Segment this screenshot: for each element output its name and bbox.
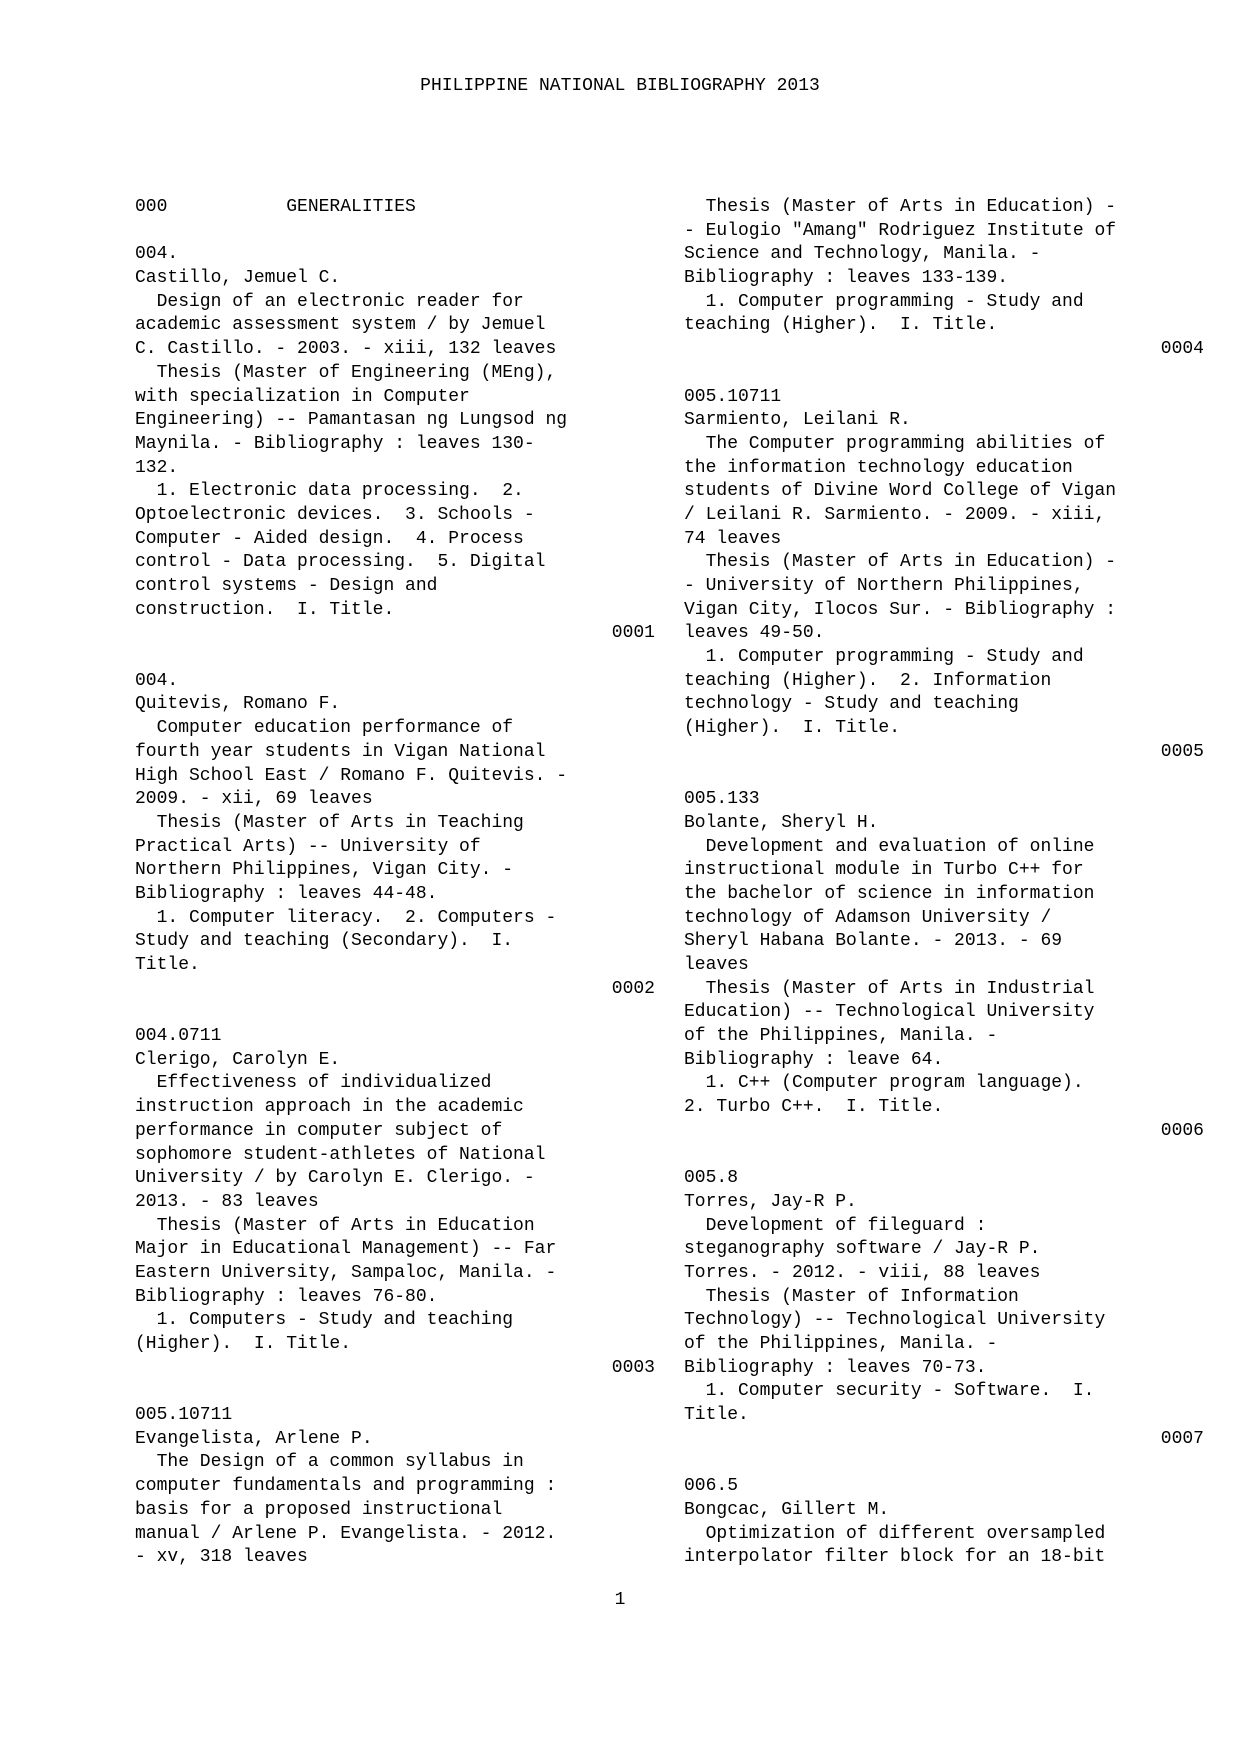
text-line: Evangelista, Arlene P.	[135, 1428, 373, 1449]
text-line: 1. Electronic data processing. 2.	[135, 481, 524, 502]
text-line: 74 leaves	[684, 528, 782, 549]
text-line: Thesis (Master of Arts in Industrial	[684, 978, 1095, 999]
text-line: Bongcac, Gillert M.	[684, 1499, 890, 1520]
text-line	[135, 1001, 655, 1025]
text-line: 005.133	[684, 789, 760, 810]
right-column	[684, 196, 1204, 1570]
text-line: Development of fileguard :	[684, 1215, 987, 1236]
entry-number: 0002	[611, 978, 655, 999]
text-line: Bibliography : leaves 133-139.	[684, 268, 1009, 289]
text-line: leaves	[684, 955, 749, 975]
text-line: Technology) -- Technological University	[684, 1310, 1106, 1331]
entry-number: 0004	[1160, 339, 1204, 360]
text-line: - xv, 318 leaves	[135, 1547, 308, 1568]
text-line: The Design of a common syllabus in	[135, 1452, 524, 1473]
text-line	[135, 220, 655, 244]
text-line: Bibliography : leaves 76-80.	[135, 1286, 438, 1307]
text-line: Title.	[684, 1405, 749, 1426]
entry-number: 0001	[611, 623, 655, 644]
entry-number: 0007	[1160, 1428, 1204, 1449]
page-header: PHILIPPINE NATIONAL BIBLIOGRAPHY 2013	[420, 76, 820, 96]
entry-number: 0003	[611, 1357, 655, 1378]
text-line: technology - Study and teaching	[684, 694, 1019, 715]
text-line: of the Philippines, Manila. -	[684, 1026, 998, 1047]
text-line: 2009. - xii, 69 leaves	[135, 789, 373, 810]
text-line: (Higher). I. Title.	[135, 1334, 352, 1354]
text-line: University / by Carolyn E. Clerigo. -	[135, 1168, 535, 1189]
text-line: Engineering) -- Pamantasan ng Lungsod ng	[135, 410, 568, 431]
text-line: - Eulogio "Amang" Rodriguez Institute of	[684, 220, 1117, 241]
text-line: of the Philippines, Manila. -	[684, 1334, 998, 1354]
text-line: teaching (Higher). I. Title.	[684, 315, 998, 336]
text-line: (Higher). I. Title.	[684, 718, 901, 739]
text-line: Thesis (Master of Arts in Education) -	[684, 197, 1117, 217]
text-line: Thesis (Master of Arts in Education) -	[684, 552, 1117, 573]
text-line: Development and evaluation of online	[684, 836, 1095, 857]
text-line: Maynila. - Bibliography : leaves 130-	[135, 433, 535, 454]
text-line: C. Castillo. - 2003. - xiii, 132 leaves	[135, 339, 557, 360]
text-line: Title.	[135, 955, 200, 975]
text-line: Torres, Jay-R P.	[684, 1191, 857, 1212]
text-line: Castillo, Jemuel C.	[135, 268, 341, 289]
text-line	[684, 1451, 1204, 1475]
text-line: academic assessment system / by Jemuel	[135, 315, 546, 336]
entry-number: 0006	[1160, 1120, 1204, 1141]
text-line: manual / Arlene P. Evangelista. - 2012.	[135, 1523, 557, 1544]
text-line: Computer - Aided design. 4. Process	[135, 528, 524, 549]
text-line: Vigan City, Ilocos Sur. - Bibliography :	[684, 599, 1117, 620]
text-line: 004.0711	[135, 1026, 222, 1047]
text-line: Thesis (Master of Arts in Education	[135, 1215, 535, 1236]
text-line: Optimization of different oversampled	[684, 1523, 1106, 1544]
text-line: Study and teaching (Secondary). I.	[135, 931, 514, 952]
text-line	[135, 646, 655, 670]
text-line: 1. Computer programming - Study and	[684, 291, 1084, 312]
text-line: Bolante, Sheryl H.	[684, 812, 879, 833]
text-line: 004.	[135, 244, 179, 265]
text-line: computer fundamentals and programming :	[135, 1476, 557, 1497]
left-column	[135, 196, 655, 1570]
text-line: Clerigo, Carolyn E.	[135, 1049, 341, 1070]
text-line: 2013. - 83 leaves	[135, 1191, 319, 1212]
text-line: Sarmiento, Leilani R.	[684, 410, 911, 431]
text-line: students of Divine Word College of Vigan	[684, 481, 1117, 502]
text-line: Eastern University, Sampaloc, Manila. -	[135, 1262, 557, 1283]
page-number: 1	[614, 1590, 626, 1610]
text-line: control - Data processing. 5. Digital	[135, 552, 546, 573]
text-line: instructional module in Turbo C++ for	[684, 860, 1084, 881]
text-line: Effectiveness of individualized	[135, 1073, 492, 1094]
text-line: 005.10711	[135, 1405, 233, 1426]
text-line: Optoelectronic devices. 3. Schools -	[135, 504, 535, 525]
text-line: Practical Arts) -- University of	[135, 836, 481, 857]
text-line: - University of Northern Philippines,	[684, 576, 1084, 596]
text-line: Thesis (Master of Arts in Teaching	[135, 812, 524, 833]
text-line: steganography software / Jay-R P.	[684, 1239, 1041, 1260]
text-line: Northern Philippines, Vigan City. -	[135, 860, 514, 881]
text-line: performance in computer subject of	[135, 1120, 503, 1141]
text-line: 1. C++ (Computer program language).	[684, 1073, 1084, 1094]
text-line: Thesis (Master of Engineering (MEng),	[135, 362, 557, 383]
text-line: 005.10711	[684, 386, 782, 407]
text-line: Design of an electronic reader for	[135, 291, 524, 312]
text-line: Bibliography : leave 64.	[684, 1049, 944, 1070]
entry-number: 0005	[1160, 741, 1204, 762]
text-line: 1. Computer literacy. 2. Computers -	[135, 907, 557, 928]
text-line: construction. I. Title.	[135, 599, 395, 620]
text-line: The Computer programming abilities of	[684, 433, 1106, 454]
text-line: 132.	[135, 457, 179, 478]
text-line: 000 GENERALITIES	[135, 197, 416, 217]
text-line: basis for a proposed instructional	[135, 1499, 503, 1520]
text-line: the bachelor of science in information	[684, 883, 1095, 904]
text-line	[135, 1380, 655, 1404]
text-line: the information technology education	[684, 457, 1073, 478]
text-line: Sheryl Habana Bolante. - 2013. - 69	[684, 931, 1063, 952]
text-line: teaching (Higher). 2. Information	[684, 670, 1052, 691]
text-line: Computer education performance of	[135, 718, 514, 739]
text-line	[684, 765, 1204, 789]
text-line: / Leilani R. Sarmiento. - 2009. - xiii,	[684, 504, 1106, 525]
text-line: Thesis (Master of Information	[684, 1286, 1019, 1307]
text-line: 004.	[135, 670, 179, 691]
text-line: fourth year students in Vigan National	[135, 741, 546, 762]
text-line: leaves 49-50.	[684, 623, 825, 644]
text-line: 006.5	[684, 1476, 739, 1497]
text-line: Science and Technology, Manila. -	[684, 244, 1041, 265]
text-line: Quitevis, Romano F.	[135, 694, 341, 715]
text-line	[684, 1144, 1204, 1168]
text-line: with specialization in Computer	[135, 386, 470, 407]
text-line: 2. Turbo C++. I. Title.	[684, 1097, 944, 1118]
text-line: Torres. - 2012. - viii, 88 leaves	[684, 1262, 1041, 1283]
text-line: instruction approach in the academic	[135, 1097, 524, 1118]
text-line: interpolator filter block for an 18-bit	[684, 1547, 1106, 1568]
text-line: Education) -- Technological University	[684, 1002, 1095, 1023]
text-line: 1. Computer security - Software. I.	[684, 1381, 1095, 1402]
text-line: sophomore student-athletes of National	[135, 1144, 546, 1165]
text-line	[684, 362, 1204, 386]
text-line: Major in Educational Management) -- Far	[135, 1239, 557, 1260]
text-line: High School East / Romano F. Quitevis. -	[135, 765, 568, 786]
text-line: 005.8	[684, 1168, 739, 1189]
text-line: 1. Computers - Study and teaching	[135, 1310, 514, 1331]
text-line: technology of Adamson University /	[684, 907, 1052, 928]
text-line: Bibliography : leaves 70-73.	[684, 1357, 987, 1378]
text-line: control systems - Design and	[135, 576, 438, 596]
text-line: Bibliography : leaves 44-48.	[135, 883, 438, 904]
text-line: 1. Computer programming - Study and	[684, 647, 1084, 668]
